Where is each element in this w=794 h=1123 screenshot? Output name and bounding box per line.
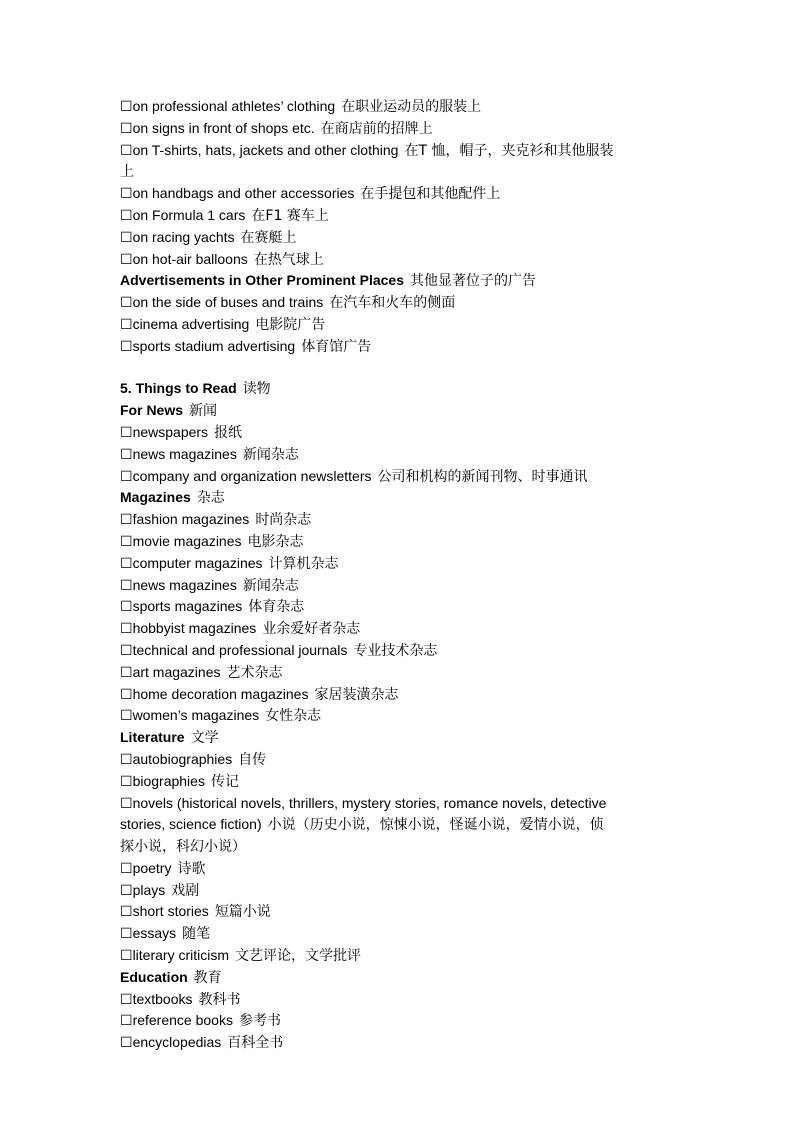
list-item: ☐short stories 短篇小说 [120, 903, 271, 921]
list-item: ☐on the side of buses and trains 在汽车和火车的侧面 [120, 294, 456, 312]
list-item: ☐literary criticism 文艺评论，文学批评 [120, 947, 362, 965]
checkbox-icon[interactable]: ☐ [120, 251, 133, 268]
checkbox-icon[interactable]: ☐ [120, 533, 133, 550]
list-item: ☐on hot-air balloons 在热气球上 [120, 250, 324, 268]
checkbox-icon[interactable]: ☐ [120, 926, 133, 943]
checkbox-icon[interactable]: ☐ [120, 142, 133, 159]
checkbox-icon[interactable]: ☐ [120, 186, 133, 203]
checkbox-icon[interactable]: ☐ [120, 424, 133, 441]
checkbox-icon[interactable]: ☐ [120, 446, 133, 463]
section-heading: Magazines 杂志 [120, 489, 225, 507]
checkbox-icon[interactable]: ☐ [120, 795, 133, 812]
list-item: ☐on Formula 1 cars 在F1 赛车上 [120, 206, 329, 224]
list-item: ☐movie magazines 电影杂志 [120, 532, 304, 550]
checkbox-icon[interactable]: ☐ [120, 120, 133, 137]
checkbox-icon[interactable]: ☐ [120, 904, 133, 921]
list-item: ☐textbooks 教科书 [120, 990, 241, 1008]
list-item: ☐women’s magazines 女性杂志 [120, 707, 322, 725]
list-item: ☐news magazines 新闻杂志 [120, 445, 299, 463]
list-item: ☐sports magazines 体育杂志 [120, 598, 305, 616]
checkbox-icon[interactable]: ☐ [120, 316, 133, 333]
list-item: ☐biographies 传记 [120, 772, 239, 790]
list-item: ☐novels (historical novels, thrillers, mystery stories, romance novels, detective stories, science fiction) 小说（历史小说，惊悚小说，怪诞小说，爱情小说，侦 探小说，科幻小说） [120, 794, 607, 856]
checkbox-icon[interactable]: ☐ [120, 338, 133, 355]
list-item: ☐home decoration magazines 家居装潢杂志 [120, 685, 399, 703]
checkbox-icon[interactable]: ☐ [120, 1013, 133, 1030]
list-item: ☐plays 戏剧 [120, 881, 200, 899]
checkbox-icon[interactable]: ☐ [120, 295, 133, 312]
list-item: ☐essays 随笔 [120, 925, 211, 943]
list-item: ☐news magazines 新闻杂志 [120, 576, 299, 594]
section-heading: Literature 文学 [120, 729, 219, 747]
checkbox-icon[interactable]: ☐ [120, 686, 133, 703]
checkbox-icon[interactable]: ☐ [120, 599, 133, 616]
section-heading: Advertisements in Other Prominent Places 其他显著位子的广告 [120, 272, 536, 290]
checkbox-icon[interactable]: ☐ [120, 555, 133, 572]
list-item: ☐sports stadium advertising 体育馆广告 [120, 337, 372, 355]
list-item: ☐hobbyist magazines 业余爱好者杂志 [120, 620, 361, 638]
checkbox-icon[interactable]: ☐ [120, 708, 133, 725]
ads-list [120, 96, 680, 270]
list-item: ☐reference books 参考书 [120, 1012, 281, 1030]
list-item: ☐encyclopedias 百科全书 [120, 1034, 284, 1052]
checkbox-icon[interactable]: ☐ [120, 468, 133, 485]
list-item: ☐art magazines 艺术杂志 [120, 663, 283, 681]
checkbox-icon[interactable]: ☐ [120, 882, 133, 899]
checkbox-icon[interactable]: ☐ [120, 99, 133, 115]
checkbox-icon[interactable]: ☐ [120, 621, 133, 638]
section-heading: Education 教育 [120, 968, 222, 986]
section-title: 5. Things to Read 读物 [120, 380, 271, 398]
checkbox-icon[interactable]: ☐ [120, 664, 133, 681]
list-item: ☐on signs in front of shops etc. 在商店前的招牌上 [120, 119, 433, 137]
checkbox-icon[interactable]: ☐ [120, 773, 133, 790]
checkbox-icon[interactable]: ☐ [120, 512, 133, 529]
document-page [120, 96, 680, 1054]
checkbox-icon[interactable]: ☐ [120, 229, 133, 246]
checkbox-icon[interactable]: ☐ [120, 860, 133, 877]
checkbox-icon[interactable]: ☐ [120, 1035, 133, 1052]
section-heading: For News 新闻 [120, 402, 218, 420]
checkbox-icon[interactable]: ☐ [120, 577, 133, 594]
list-item: ☐newspapers 报纸 [120, 423, 243, 441]
checkbox-icon[interactable]: ☐ [120, 642, 133, 659]
list-item: ☐cinema advertising 电影院广告 [120, 315, 326, 333]
checkbox-icon[interactable]: ☐ [120, 207, 133, 224]
list-item: ☐on T-shirts, hats, jackets and other clothing 在T 恤，帽子，夹克衫和其他服装 上 [120, 141, 614, 181]
checkbox-icon[interactable]: ☐ [120, 948, 133, 965]
checkbox-icon[interactable]: ☐ [120, 751, 133, 768]
list-item: ☐on handbags and other accessories 在手提包和其他配件上 [120, 185, 501, 203]
list-item: ☐technical and professional journals 专业技术杂志 [120, 641, 438, 659]
checkbox-icon[interactable]: ☐ [120, 991, 133, 1008]
list-item: ☐fashion magazines 时尚杂志 [120, 511, 312, 529]
list-item: ☐on professional athletes’ clothing 在职业运动员的服装上 [120, 98, 482, 115]
list-item: ☐autobiographies 自传 [120, 750, 267, 768]
spacer [120, 358, 680, 379]
list-item: ☐company and organization newsletters 公司和机构的新闻刊物、时事通讯 [120, 467, 588, 485]
list-item: ☐computer magazines 计算机杂志 [120, 554, 339, 572]
list-item: ☐on racing yachts 在赛艇上 [120, 228, 297, 246]
list-item: ☐poetry 诗歌 [120, 859, 206, 877]
